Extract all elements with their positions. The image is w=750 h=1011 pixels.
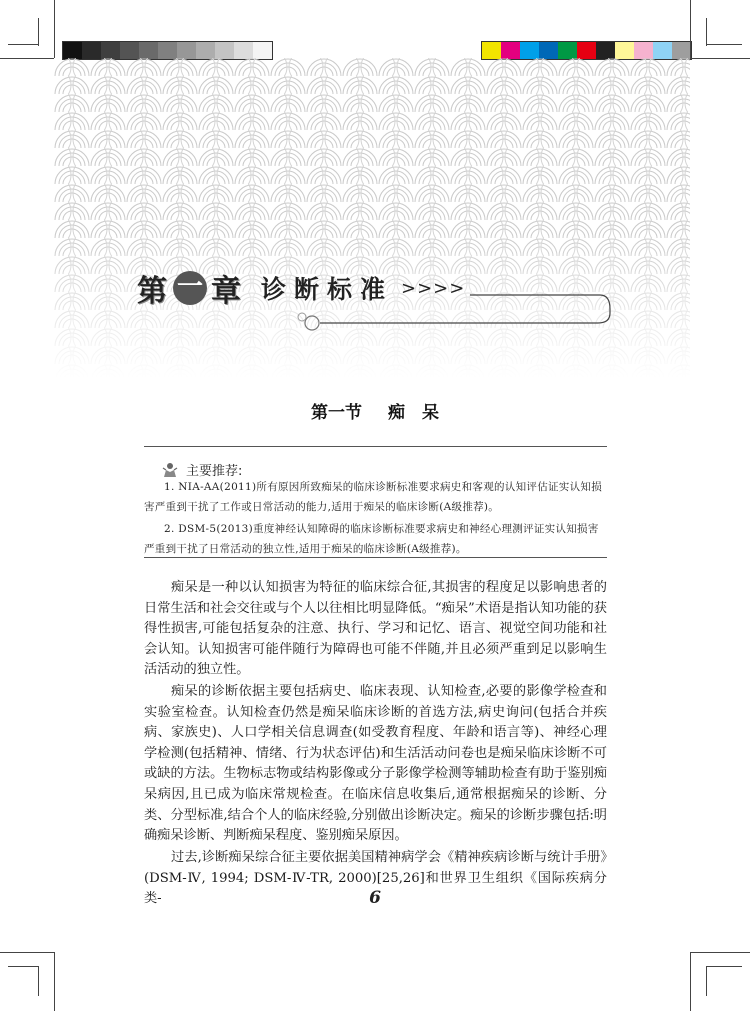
gray-swatch — [234, 42, 253, 59]
crop-mark — [54, 0, 55, 58]
color-swatch — [501, 42, 520, 59]
color-swatch — [653, 42, 672, 59]
crop-mark — [38, 966, 39, 996]
gray-swatch — [82, 42, 101, 59]
chapter-title: 诊断标准 — [261, 275, 394, 304]
body-paragraph: 过去,诊断痴呆综合征主要依据美国精神病学会《精神疾病诊断与统计手册》(DSM-Ⅳ, 1994; DSM-Ⅳ-TR, 2000)[25,26]和世界卫生组织《国际疾病分类- — [144, 850, 607, 907]
gray-swatch — [120, 42, 139, 59]
gray-swatch — [253, 42, 272, 59]
chapter-number-badge: 一 — [173, 271, 207, 305]
color-swatch — [482, 42, 501, 59]
thumbs-up-icon — [162, 462, 178, 478]
recommendation-heading-text: 主要推荐: — [186, 464, 243, 479]
crop-mark — [690, 952, 750, 953]
crop-mark — [706, 18, 707, 46]
recommendation-item: 2. DSM-5(2013)重度神经认知障碍的临床诊断标准要求病史和神经心理测评证实认知损害严重到干扰了日常活动的独立性,适用于痴呆的临床诊断(A级推荐)。 — [144, 523, 599, 555]
gray-swatch — [139, 42, 158, 59]
crop-mark — [8, 966, 38, 967]
chapter-heading — [137, 266, 465, 310]
crop-mark — [706, 966, 742, 967]
crop-mark — [54, 952, 55, 1011]
color-swatch — [558, 42, 577, 59]
section-heading — [0, 398, 750, 423]
body-paragraph: 痴呆是一种以认知损害为特征的临床综合征,其损害的程度足以影响患者的日常生活和社会交往或与个人以往相比明显降低。“痴呆”术语是指认知功能的获得性损害,可能包括复杂的注意、执行、学习和记忆、语言、视觉空间功能和社会认知。认知损害可能伴随行为障碍也可能不伴随,并且必须严重到足以影响生活活动的独立性。 — [144, 580, 607, 678]
color-swatch — [596, 42, 615, 59]
crop-mark — [706, 44, 742, 45]
recommendation-top-rule — [144, 446, 607, 447]
color-swatch — [615, 42, 634, 59]
color-swatch — [539, 42, 558, 59]
chapter-arrows: >>>> — [401, 277, 466, 299]
crop-mark — [8, 44, 38, 45]
crop-mark — [690, 58, 750, 59]
recommendation-item: 1. NIA-AA(2011)所有原因所致痴呆的临床诊断标准要求病史和客观的认知评估证实认知损害严重到干扰了工作或日常活动的能力,适用于痴呆的临床诊断(A级推荐)。 — [144, 481, 602, 513]
gray-swatch — [101, 42, 120, 59]
crop-mark — [0, 58, 54, 59]
crop-mark — [690, 0, 691, 58]
section-label: 第一节 — [311, 403, 363, 423]
gray-swatch — [177, 42, 196, 59]
chapter-suffix: 章 — [211, 274, 243, 309]
gray-swatch — [158, 42, 177, 59]
color-swatch — [520, 42, 539, 59]
body-paragraph: 痴呆的诊断依据主要包括病史、临床表现、认知检查,必要的影像学检查和实验室检查。认知检查仍然是痴呆临床诊断的首选方法,病史询问(包括合并疾病、家族史)、人口学相关信息调查(如受教育程度、年龄和语言等)、神经心理学检测(包括精神、情绪、行为状态评估)和生活活动问卷也是痴呆临床诊断不可或缺的方法。生物标志物或结构影像或分子影像学检测等辅助检查有助于鉴别痴呆病因,且已成为临床常规检查。在临床信息收集后,通常根据痴呆的诊断、分类、分型标准,结合个人的临床经验,分别做出诊断决定。痴呆的诊断步骤包括:明确痴呆诊断、判断痴呆程度、鉴别痴呆原因。 — [144, 684, 607, 844]
section-title: 痴 呆 — [387, 403, 439, 423]
gray-swatch — [63, 42, 82, 59]
color-swatch — [672, 42, 691, 59]
color-swatch — [577, 42, 596, 59]
gray-swatch — [196, 42, 215, 59]
crop-mark — [706, 966, 707, 996]
crop-mark — [0, 952, 54, 953]
recommendation-bottom-rule — [144, 557, 607, 558]
gray-swatch — [215, 42, 234, 59]
chapter-prefix: 第 — [137, 274, 169, 309]
color-swatch — [634, 42, 653, 59]
crop-mark — [690, 952, 691, 1011]
page-number: 6 — [369, 888, 381, 908]
crop-mark — [38, 18, 39, 46]
